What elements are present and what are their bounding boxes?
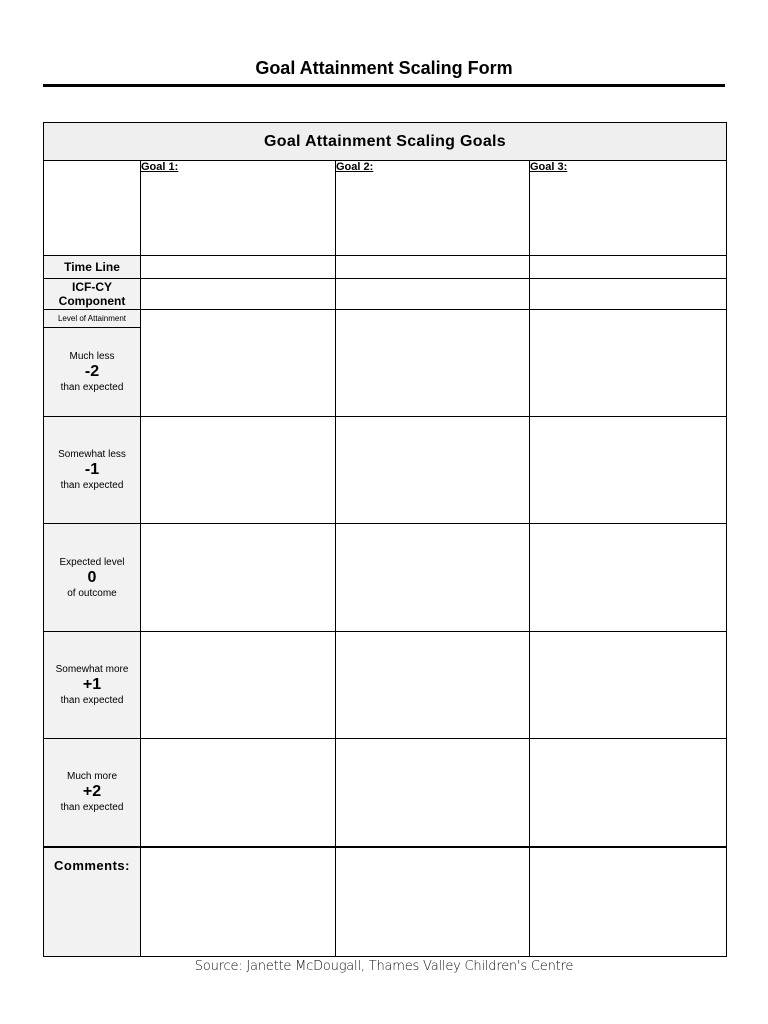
level-minus1-top: Somewhat less	[58, 449, 126, 460]
level-minus1-score: -1	[84, 461, 100, 478]
level-plus1-goal-1-cell[interactable]	[141, 632, 336, 739]
goal-1-label: Goal 1:	[141, 161, 179, 173]
level-plus2-score: +2	[82, 783, 102, 801]
goal-2-label: Goal 2:	[336, 161, 374, 173]
title-rule	[43, 84, 725, 87]
level-0-score: 0	[87, 568, 97, 586]
level-plus1-label-cell	[44, 632, 141, 739]
level-minus1-goal-1-cell[interactable]	[141, 417, 336, 524]
goal-3-label: Goal 3:	[530, 161, 568, 173]
table-header: Goal Attainment Scaling Goals	[44, 123, 727, 161]
level-plus1-goal-3-cell[interactable]	[530, 632, 727, 739]
document-title: Goal Attainment Scaling Form	[255, 58, 513, 78]
comments-label-cell	[44, 847, 141, 957]
goal-3-cell[interactable]	[530, 161, 727, 256]
time-line-goal-2-cell[interactable]	[336, 256, 530, 279]
level-minus2-label-cell	[44, 328, 141, 417]
comments-goal-3-cell[interactable]	[530, 847, 727, 957]
level-plus2-goal-3-cell[interactable]	[530, 739, 727, 847]
level-of-attainment-label: Level of Attainment	[57, 313, 127, 323]
level-0-goal-2-cell[interactable]	[336, 524, 530, 632]
time-line-goal-3-cell[interactable]	[530, 256, 727, 279]
goal-1-cell[interactable]	[141, 161, 336, 256]
level-plus1-goal-2-cell[interactable]	[336, 632, 530, 739]
icf-label-line2: Component	[58, 294, 126, 308]
level-plus1-bottom: than expected	[60, 695, 124, 706]
level-of-attainment-cell	[44, 310, 141, 328]
level-minus2-goal-1-cell[interactable]	[141, 310, 336, 417]
time-line-goal-1-cell[interactable]	[141, 256, 336, 279]
level-minus2-goal-3-cell[interactable]	[530, 310, 727, 417]
icf-label-cell	[44, 279, 141, 310]
level-minus1-bottom: than expected	[60, 480, 124, 491]
level-plus2-goal-1-cell[interactable]	[141, 739, 336, 847]
level-minus1-goal-2-cell[interactable]	[336, 417, 530, 524]
corner-cell	[44, 161, 141, 256]
source-credit: Source: Janette McDougall, Thames Valley Children's Centre	[194, 959, 574, 974]
level-minus1-goal-3-cell[interactable]	[530, 417, 727, 524]
goal-attainment-table	[43, 122, 727, 957]
level-plus1-top: Somewhat more	[55, 664, 129, 675]
goal-2-cell[interactable]	[336, 161, 530, 256]
level-0-goal-1-cell[interactable]	[141, 524, 336, 632]
level-plus2-bottom: than expected	[60, 802, 124, 814]
level-minus1-label-cell	[44, 417, 141, 524]
level-0-top: Expected level	[59, 556, 125, 568]
time-line-label-cell	[44, 256, 141, 279]
time-line-label: Time Line	[64, 260, 120, 274]
icf-goal-2-cell[interactable]	[336, 279, 530, 310]
level-minus2-bottom: than expected	[60, 382, 124, 393]
level-minus2-top: Much less	[69, 351, 115, 362]
comments-goal-2-cell[interactable]	[336, 847, 530, 957]
level-minus2-goal-2-cell[interactable]	[336, 310, 530, 417]
level-plus2-top: Much more	[66, 771, 117, 783]
icf-goal-1-cell[interactable]	[141, 279, 336, 310]
level-plus2-label-cell	[44, 739, 141, 847]
comments-label: Comments:	[53, 857, 130, 873]
icf-goal-3-cell[interactable]	[530, 279, 727, 310]
icf-label-line1: ICF-CY	[72, 280, 112, 294]
comments-goal-1-cell[interactable]	[141, 847, 336, 957]
level-0-label-cell	[44, 524, 141, 632]
level-0-goal-3-cell[interactable]	[530, 524, 727, 632]
level-0-bottom: of outcome	[67, 587, 117, 599]
level-plus1-score: +1	[82, 676, 102, 693]
level-plus2-goal-2-cell[interactable]	[336, 739, 530, 847]
level-minus2-score: -2	[84, 363, 100, 380]
